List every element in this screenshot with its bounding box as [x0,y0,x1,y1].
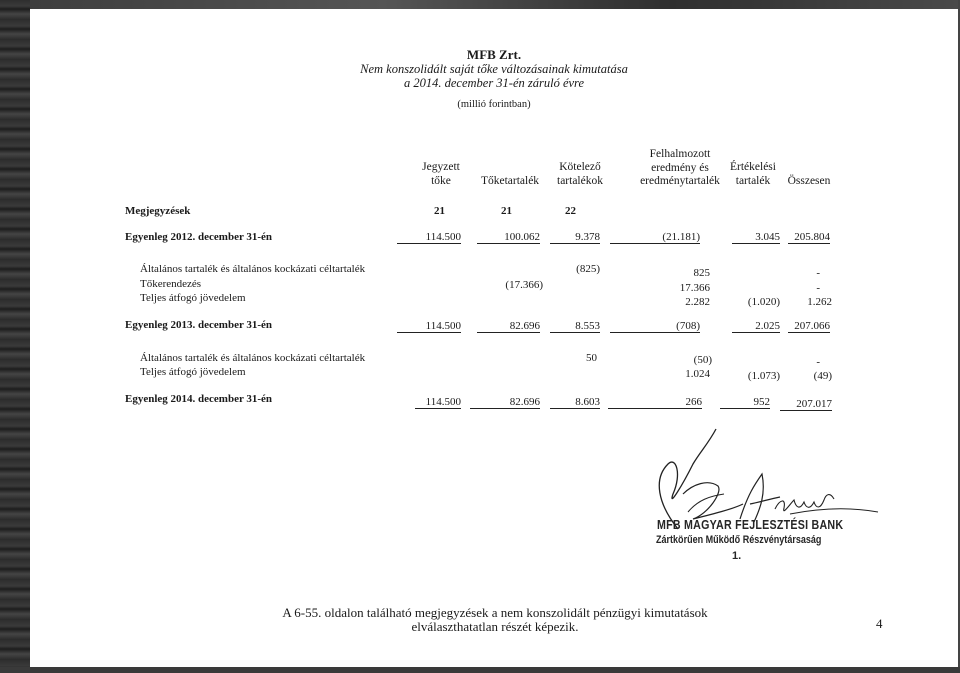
table-cell: 1.262 [807,296,832,308]
table-cell: (21.181) [610,231,700,244]
column-header-jegyzett-toke: Jegyzett tőke [422,161,460,187]
table-cell: 207.017 [780,398,832,411]
table-cell: (50) [693,354,712,366]
scan-border-bottom [0,667,960,673]
note-ref: 21 [501,205,512,217]
stamp-number: 1. [732,550,742,562]
table-cell: 82.696 [477,320,540,333]
scan-border-top [0,0,960,9]
table-cell: - [816,282,820,294]
table-cell: 2.282 [685,296,710,308]
table-cell: (708) [610,320,700,333]
document-page [30,9,958,667]
table-cell: 100.062 [477,231,540,244]
table-cell: - [816,267,820,279]
table-cell: 8.553 [550,320,600,333]
statement-period: a 2014. december 31-én záruló évre [403,76,585,90]
table-cell: 114.500 [397,320,461,333]
table-cell: (1.073) [747,370,780,382]
column-header-ertekelesi-tartalek: Értékelési tartalék [730,161,776,187]
company-title: MFB Zrt. [466,47,522,62]
table-cell: 266 [608,396,702,409]
table-cell: 952 [720,396,770,409]
balance-2012-label: Egyenleg 2012. december 31-én [125,231,273,243]
page-number: 4 [876,616,883,631]
footer-note-line2: elválaszthatatlan részét képezik. [411,619,579,634]
table-cell: 17.366 [679,282,710,294]
column-header-kotelezo-tartalekok: Kötelező tartalékok [557,161,603,187]
table-cell: 82.696 [470,396,540,409]
scan-border-left [0,0,30,673]
stamp-company-form: Zártkörűen Működő Részvénytársaság [656,534,822,546]
table-cell: (1.020) [747,296,780,308]
balance-2013-label: Egyenleg 2013. december 31-én [125,319,273,331]
table-cell: 50 [586,352,597,364]
table-cell: 2.025 [732,320,780,333]
table-cell: 207.066 [788,320,830,333]
note-ref: 21 [434,205,445,217]
table-cell: 1.024 [685,368,710,380]
table-cell: 825 [693,267,710,279]
unit-label: (millió forintban) [457,99,531,110]
total-comprehensive-income-label: Teljes átfogó jövedelem [140,292,246,304]
table-cell: (17.366) [505,279,543,291]
total-comprehensive-income-label: Teljes átfogó jövedelem [140,366,246,378]
table-cell: (825) [576,263,600,275]
general-reserve-label: Általános tartalék és általános kockázati céltartalék [140,352,366,364]
general-reserve-label: Általános tartalék és általános kockázati céltartalék [140,263,366,275]
table-cell: 205.804 [788,231,830,244]
table-cell: 114.500 [397,231,461,244]
footer-note-line1: A 6-55. oldalon található megjegyzések a nem konszolidált pénzügyi kimutatások [282,605,708,620]
table-cell: 8.603 [550,396,600,409]
stamp-bank-name: MFB MAGYAR FEJLESZTÉSI BANK [657,517,844,532]
note-ref: 22 [565,205,576,217]
table-cell: - [816,356,820,368]
table-cell: 3.045 [732,231,780,244]
table-cell: 9.378 [550,231,600,244]
table-cell: 114.500 [415,396,461,409]
notes-label: Megjegyzések [125,205,191,217]
table-cell: (49) [813,370,832,382]
capital-settlement-label: Tőkerendezés [140,278,202,290]
column-header-toketartalek: Tőketartalék [480,175,540,187]
balance-2014-label: Egyenleg 2014. december 31-én [125,393,273,405]
column-header-osszesen: Összesen [787,175,831,187]
statement-subtitle: Nem konszolidált saját tőke változásainak kimutatása [360,62,628,76]
column-header-felhalmozott-eredmeny: Felhalmozott eredmény és eredménytartalék [640,148,720,187]
